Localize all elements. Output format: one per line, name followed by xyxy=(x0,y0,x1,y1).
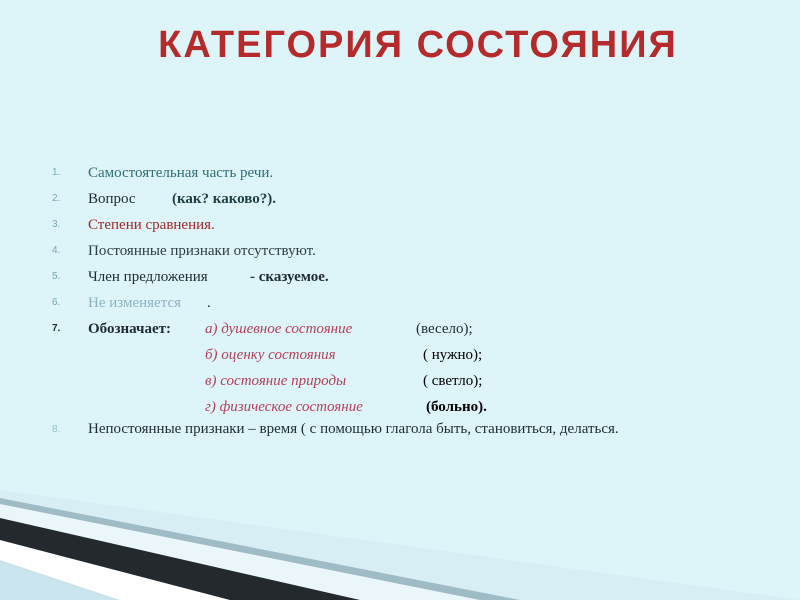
item-number: 2. xyxy=(52,193,61,204)
meaning-example: ( светло); xyxy=(423,373,483,389)
meaning-label: в) состояние природы xyxy=(205,373,347,389)
meaning-row xyxy=(0,342,760,368)
decorative-corner-stripes xyxy=(0,490,800,600)
properties-list xyxy=(0,160,760,420)
meaning-example: ( нужно); xyxy=(423,347,483,363)
item-number: 7. xyxy=(52,323,61,334)
item-text: Вопрос xyxy=(88,191,136,207)
meaning-label: а) душевное состояние xyxy=(205,321,353,337)
list-item xyxy=(0,264,760,290)
item-number: 4. xyxy=(52,245,61,256)
list-item-last: Непостоянные признаки – время ( с помощью глагола быть, становиться, делаться. xyxy=(88,421,619,437)
list-item xyxy=(0,290,760,316)
item-extra: - сказуемое. xyxy=(250,269,329,285)
item-number: 8. xyxy=(52,424,61,435)
list-item xyxy=(0,238,760,264)
item-tail: . xyxy=(207,295,211,311)
item-number: 6. xyxy=(52,297,61,308)
item-text: Обозначает: xyxy=(88,321,172,337)
meaning-row xyxy=(0,368,760,394)
list-item xyxy=(0,316,760,342)
item-text: Член предложения xyxy=(88,269,208,285)
slide-title: КАТЕГОРИЯ СОСТОЯНИЯ xyxy=(158,24,678,66)
meaning-label: б) оценку состояния xyxy=(205,347,336,363)
item-text: Самостоятельная часть речи. xyxy=(88,165,274,181)
meaning-label: г) физическое состояние xyxy=(205,399,363,415)
item-text: Не изменяется xyxy=(88,295,182,311)
item-number: 5. xyxy=(52,271,61,282)
list-item xyxy=(0,160,760,186)
list-item xyxy=(0,186,760,212)
item-extra: (как? каково?). xyxy=(172,191,277,207)
meaning-example: (больно). xyxy=(426,399,487,415)
item-number: 3. xyxy=(52,219,61,230)
item-number: 1. xyxy=(52,167,61,178)
item-text: Постоянные признаки отсутствуют. xyxy=(88,243,316,259)
meaning-row xyxy=(0,394,760,420)
meaning-example: (весело); xyxy=(416,321,473,337)
item-text: Степени сравнения. xyxy=(88,217,215,233)
list-item xyxy=(0,212,760,238)
